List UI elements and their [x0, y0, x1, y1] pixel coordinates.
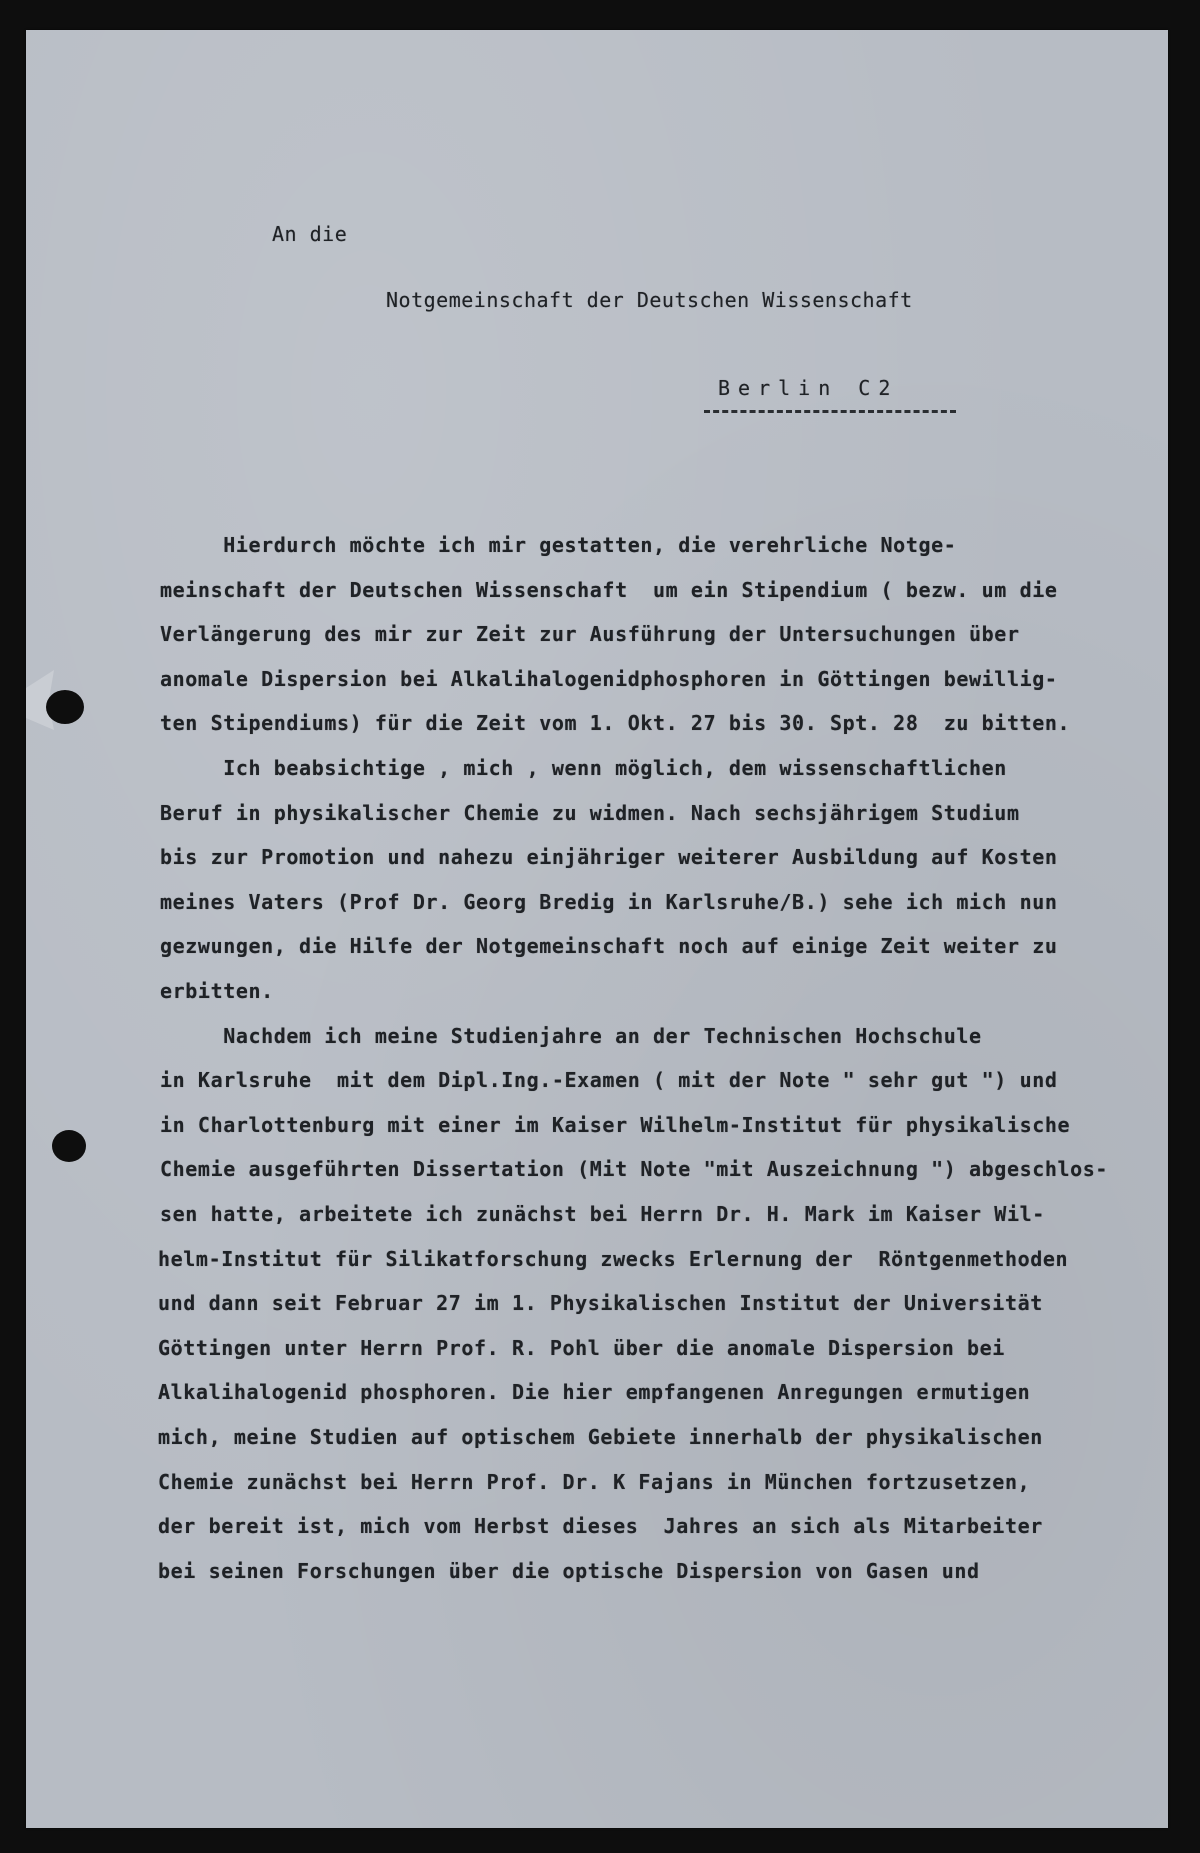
body-line: Verlängerung des mir zur Zeit zur Ausführung der Untersuchungen über: [160, 622, 1020, 646]
city-underline: [704, 410, 956, 413]
body-line: bei seinen Forschungen über die optische Dispersion von Gasen und: [158, 1559, 980, 1583]
body-line: ten Stipendiums) für die Zeit vom 1. Okt. 27 bis 30. Spt. 28 zu bitten.: [160, 711, 1071, 735]
body-line: gezwungen, die Hilfe der Notgemeinschaft noch auf einige Zeit weiter zu: [160, 934, 1058, 958]
body-line: Chemie ausgeführten Dissertation (Mit Note "mit Auszeichnung ") abgeschlos-: [160, 1157, 1109, 1181]
punch-hole-upper: [46, 690, 84, 724]
body-line: anomale Dispersion bei Alkalihalogenidphosphoren in Göttingen bewillig-: [160, 667, 1058, 691]
recipient-organization: Notgemeinschaft der Deutschen Wissenschaft: [386, 288, 913, 312]
body-line: bis zur Promotion und nahezu einjähriger weiterer Ausbildung auf Kosten: [160, 845, 1058, 869]
body-line: sen hatte, arbeitete ich zunächst bei Herrn Dr. H. Mark im Kaiser Wil-: [160, 1202, 1045, 1226]
body-line: erbitten.: [160, 979, 274, 1003]
body-line: helm-Institut für Silikatforschung zwecks Erlernung der Röntgenmethoden: [158, 1247, 1069, 1271]
body-line: und dann seit Februar 27 im 1. Physikalischen Institut der Universität: [158, 1291, 1043, 1315]
punch-hole-lower: [52, 1130, 86, 1162]
body-line: mich, meine Studien auf optischem Gebiete innerhalb der physikalischen: [158, 1425, 1043, 1449]
body-line: Beruf in physikalischer Chemie zu widmen. Nach sechsjährigem Studium: [160, 801, 1020, 825]
body-line: in Karlsruhe mit dem Dipl.Ing.-Examen ( mit der Note " sehr gut ") und: [160, 1068, 1058, 1092]
body-line: Alkalihalogenid phosphoren. Die hier empfangenen Anregungen ermutigen: [158, 1380, 1031, 1404]
body-line: in Charlottenburg mit einer im Kaiser Wilhelm-Institut für physikalische: [160, 1113, 1071, 1137]
body-line: Nachdem ich meine Studienjahre an der Technischen Hochschule: [160, 1024, 982, 1048]
body-line: Chemie zunächst bei Herrn Prof. Dr. K Fajans in München fortzusetzen,: [158, 1470, 1031, 1494]
body-line: Göttingen unter Herrn Prof. R. Pohl über die anomale Dispersion bei: [158, 1336, 1005, 1360]
salutation: An die: [272, 222, 348, 246]
recipient-city: Berlin C2: [718, 376, 899, 400]
body-line: Hierdurch möchte ich mir gestatten, die verehrliche Notge-: [160, 533, 957, 557]
body-line: meinschaft der Deutschen Wissenschaft um ein Stipendium ( bezw. um die: [160, 578, 1058, 602]
body-line: meines Vaters (Prof Dr. Georg Bredig in Karlsruhe/B.) sehe ich mich nun: [160, 890, 1058, 914]
body-line: Ich beabsichtige , mich , wenn möglich, dem wissenschaftlichen: [160, 756, 1007, 780]
body-line: der bereit ist, mich vom Herbst dieses Jahres an sich als Mitarbeiter: [158, 1514, 1043, 1538]
